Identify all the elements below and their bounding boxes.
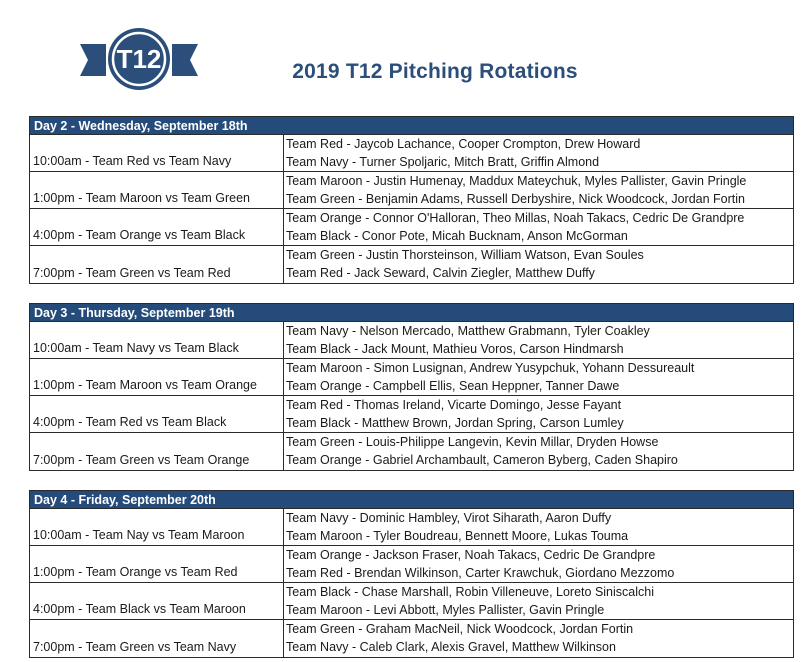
- game-row: [30, 583, 793, 620]
- pitchers-cell: [284, 359, 793, 395]
- team-pitchers-line: Team Navy - Turner Spoljaric, Mitch Bratt, Griffin Almond: [286, 155, 600, 169]
- team-pitchers-line: Team Orange - Campbell Ellis, Sean Heppner, Tanner Dawe: [286, 379, 620, 393]
- game-time-matchup: [30, 396, 284, 432]
- pitchers-cell: [284, 620, 793, 657]
- team-pitchers-line: Team Red - Jaycob Lachance, Cooper Crompton, Drew Howard: [286, 137, 641, 151]
- team-pitchers-line: Team Black - Conor Pote, Micah Bucknam, Anson McGorman: [286, 229, 628, 243]
- team-pitchers-line: Team Green - Justin Thorsteinson, William Watson, Evan Soules: [286, 248, 644, 262]
- team-pitchers-line: Team Orange - Gabriel Archambault, Cameron Byberg, Caden Shapiro: [286, 453, 678, 467]
- game-label-text: 7:00pm - Team Green vs Team Navy: [33, 640, 237, 654]
- pitchers-cell: [284, 172, 793, 208]
- game-time-matchup: [30, 433, 284, 470]
- game-label-text: 7:00pm - Team Green vs Team Orange: [33, 453, 250, 467]
- game-row: [30, 246, 793, 283]
- logo-text: T12: [116, 44, 162, 74]
- game-time-matchup: [30, 246, 284, 283]
- team-pitchers-line: Team Green - Louis-Philippe Langevin, Kevin Millar, Dryden Howse: [286, 435, 659, 449]
- game-row: [30, 359, 793, 396]
- game-time-matchup: [30, 583, 284, 619]
- team-pitchers-line: Team Maroon - Levi Abbott, Myles Pallister, Gavin Pringle: [286, 603, 605, 617]
- team-pitchers-line: Team Red - Jack Seward, Calvin Ziegler, Matthew Duffy: [286, 266, 595, 280]
- game-label-text: 1:00pm - Team Orange vs Team Red: [33, 565, 238, 579]
- day-header: Day 4 - Friday, September 20th: [30, 491, 793, 509]
- game-label-text: 7:00pm - Team Green vs Team Red: [33, 266, 231, 280]
- game-row: [30, 135, 793, 172]
- game-row: [30, 396, 793, 433]
- game-label-text: 1:00pm - Team Maroon vs Team Orange: [33, 378, 257, 392]
- team-pitchers-line: Team Navy - Dominic Hambley, Virot Siharath, Aaron Duffy: [286, 511, 612, 525]
- pitchers-cell: [284, 583, 793, 619]
- team-pitchers-line: Team Navy - Nelson Mercado, Matthew Grabmann, Tyler Coakley: [286, 324, 650, 338]
- game-row: [30, 509, 793, 546]
- team-pitchers-line: Team Red - Thomas Ireland, Vicarte Domingo, Jesse Fayant: [286, 398, 622, 412]
- pitchers-cell: [284, 322, 793, 358]
- game-time-matchup: [30, 546, 284, 582]
- game-time-matchup: [30, 135, 284, 171]
- team-pitchers-line: Team Navy - Caleb Clark, Alexis Gravel, Matthew Wilkinson: [286, 640, 616, 654]
- game-row: [30, 322, 793, 359]
- game-label-text: 4:00pm - Team Black vs Team Maroon: [33, 602, 246, 616]
- game-time-matchup: [30, 209, 284, 245]
- team-pitchers-line: Team Maroon - Tyler Boudreau, Bennett Moore, Lukas Touma: [286, 529, 629, 543]
- day-header: Day 3 - Thursday, September 19th: [30, 304, 793, 322]
- pitchers-cell: [284, 509, 793, 545]
- game-label-text: 1:00pm - Team Maroon vs Team Green: [33, 191, 250, 205]
- team-pitchers-line: Team Red - Brendan Wilkinson, Carter Krawchuk, Giordano Mezzomo: [286, 566, 675, 580]
- team-pitchers-line: Team Maroon - Simon Lusignan, Andrew Yusypchuk, Yohann Dessureault: [286, 361, 695, 375]
- game-row: [30, 433, 793, 470]
- page-title: 2019 T12 Pitching Rotations: [292, 60, 578, 83]
- team-pitchers-line: Team Black - Matthew Brown, Jordan Spring, Carson Lumley: [286, 416, 624, 430]
- game-row: [30, 546, 793, 583]
- game-label-text: 10:00am - Team Nay vs Team Maroon: [33, 528, 245, 542]
- team-pitchers-line: Team Green - Graham MacNeil, Nick Woodcock, Jordan Fortin: [286, 622, 634, 636]
- pitchers-cell: [284, 546, 793, 582]
- game-time-matchup: [30, 620, 284, 657]
- game-label-text: 10:00am - Team Red vs Team Navy: [33, 154, 232, 168]
- t12-logo: [80, 26, 198, 92]
- pitchers-cell: [284, 135, 793, 171]
- day-table: [29, 116, 794, 284]
- team-pitchers-line: Team Orange - Jackson Fraser, Noah Takacs, Cedric De Grandpre: [286, 548, 656, 562]
- team-pitchers-line: Team Maroon - Justin Humenay, Maddux Mateychuk, Myles Pallister, Gavin Pringle: [286, 174, 747, 188]
- pitchers-cell: [284, 396, 793, 432]
- team-pitchers-line: Team Black - Chase Marshall, Robin Villeneuve, Loreto Siniscalchi: [286, 585, 654, 599]
- game-row: [30, 620, 793, 657]
- day-header: Day 2 - Wednesday, September 18th: [30, 117, 793, 135]
- game-time-matchup: [30, 509, 284, 545]
- game-time-matchup: [30, 359, 284, 395]
- day-table: [29, 303, 794, 471]
- game-row: [30, 209, 793, 246]
- game-time-matchup: [30, 172, 284, 208]
- pitchers-cell: [284, 209, 793, 245]
- game-label-text: 10:00am - Team Navy vs Team Black: [33, 341, 239, 355]
- pitchers-cell: [284, 433, 793, 470]
- team-pitchers-line: Team Orange - Connor O'Halloran, Theo Millas, Noah Takacs, Cedric De Grandpre: [286, 211, 745, 225]
- game-label-text: 4:00pm - Team Red vs Team Black: [33, 415, 227, 429]
- game-row: [30, 172, 793, 209]
- game-label-text: 4:00pm - Team Orange vs Team Black: [33, 228, 246, 242]
- day-table: [29, 490, 794, 658]
- pitchers-cell: [284, 246, 793, 283]
- team-pitchers-line: Team Green - Benjamin Adams, Russell Derbyshire, Nick Woodcock, Jordan Fortin: [286, 192, 745, 206]
- game-time-matchup: [30, 322, 284, 358]
- team-pitchers-line: Team Black - Jack Mount, Mathieu Voros, Carson Hindmarsh: [286, 342, 624, 356]
